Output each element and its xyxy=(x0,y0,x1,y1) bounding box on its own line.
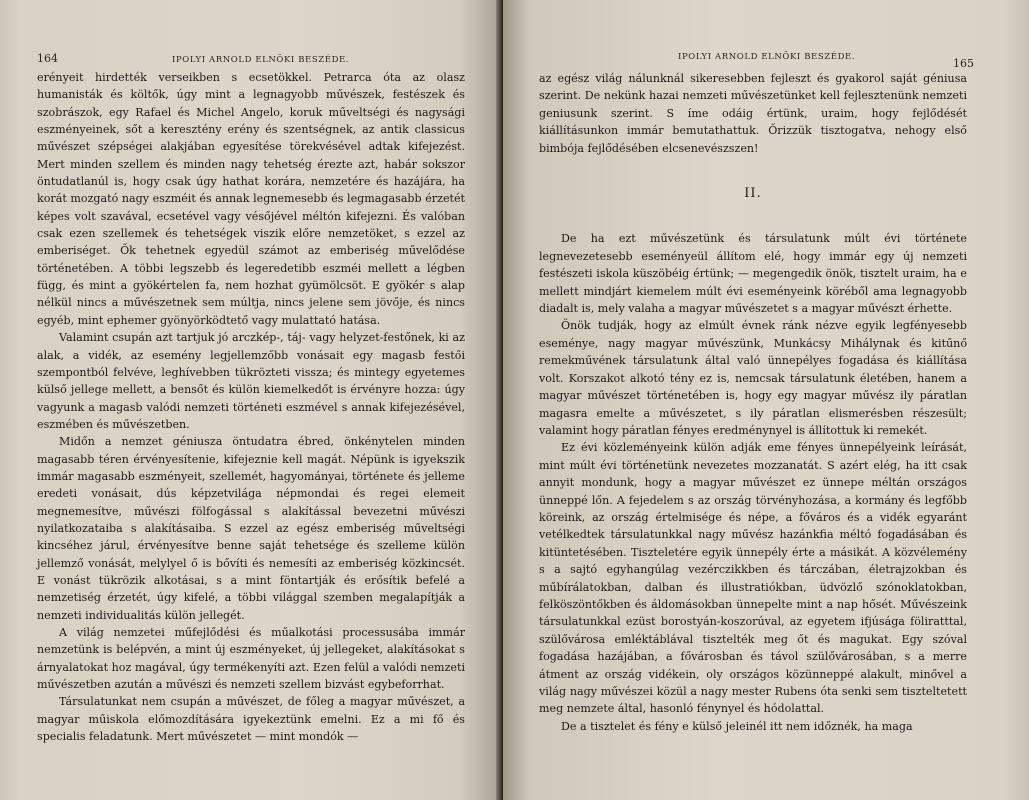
paragraph: Midőn a nemzet géniusza öntudatra ébred, önkénytelen minden magasabb téren érvényesítenie, kifejeznie kell magát. Népünk is igyekszik immár magasabb eszményeit, szellemét, hagyományai, története és jelleme eredeti vonásait, dús képzetvilága népmondai és regei elemeit megnemesítve, művészi fölfogással s alakítással bevezetni művészi nyilatkozataiba s alakításaiba. S ezzel az egész emberiség műveltségi kincséhez járul, érvényesítve benne saját tehetsége és szelleme külön jellemző vonását, melylyel ő is bővíti és nemesíti az emberiség közkincsét. E vonást tükrözik alkotásai, s a mint föntartják és erősítik befelé a nemzetiség érzetét, úgy kifelé, a többi világgal szemben megalapítják a nemzeti individualitás külön jellegét. xyxy=(37,435,465,622)
paragraph: erényeit hirdették verseikben s ecsetökkel. Petrarca óta az olasz humanisták és költők, úgy mint a legnagyobb művészek, festészek és szobrászok, egy Rafael és Michel Angelo, koruk műveltségi és nagysági eszményeinek, sőt a keresztény erény és szentségnek, az antik classicus művészet szépségei alakjában egyesítése törekvésével adtak kifejezést. Mert minden szellem és minden nagy tehetség érezte azt, habár sokszor öntudatlanúl is, hogy csak úgy hathat korára, nemzetére és hazájára, ha korát mozgató nagy eszméit és annak legnemesebb és legmagasabb érzetét képes volt szavával, ecsetével vagy vésőjével méltón kifejezni. És valóban csak ezen szellemek és tehetségek viszik előre nemzetöket, s ezzel az emberiséget. Ők tehetnek egyedül számot az emberiség művelődése történetében. A többi legszebb és legeredetibb eszméi mellett a légben függ, és mint a gyökértelen fa, nem hozhat gyümölcsöt. E gyökér s alap nélkül nincs a művészetnek sem múltja, nincs jelene sem jövője, és nincs egyéb, mint ephemer gyönyörködtető vagy mulattató hatása. xyxy=(37,71,465,327)
right-page xyxy=(503,0,1029,800)
left-page xyxy=(0,0,500,800)
paragraph: De a tisztelet és fény e külső jeleinél itt nem időznék, ha maga xyxy=(561,719,913,733)
right-running-head: IPOLYI ARNOLD ELNÖKI BESZÉDE. xyxy=(678,52,856,62)
paragraph: A világ nemzetei műfejlődési és műalkotási processusába immár nemzetünk is belépvén, a mint új eszményeket, új jellegeket, alakításokat s árnyalatokat hoz magával, úgy termékenyíti azt. Ezen felül a valódi nemzeti művészetben azután a művészi és nemzeti szellem bizvást egybeforrhat. xyxy=(37,626,465,692)
right-page-text xyxy=(539,70,967,735)
paragraph: Ez évi közleményeink külön adják eme fényes ünnepélyeink leírását, mint múlt évi történetünk nevezetes mozzanatát. S azért elég, ha itt csak annyit mondunk, hogy a magyar művészet ez ünnepe méltán országos ünneppé lőn. A fejedelem s az ország törvényhozása, a kormány és legfőbb köreink, az ország értelmisége és népe, a főváros és a vidék egyaránt vetélkedtek társulatunkkal nagy művész hazánkfia méltó fogadásában és kitüntetésében. Tiszteletére egyik ünnepély érte a másikát. A közvélemény s a sajtó egyhangúlag vezérczikkben és tárczában, életrajzokban és műbírálatokban, dalban és illustratiókban, üdvözlő szónoklatokban, felköszöntőkben és áldomásokban ünnepelte mint a nap hősét. Művészeink társulatunkkal ezüst borostyán-koszorúval, az egyetem ifjúsága föliratttal, szülővárosa emléktáblával tisztelték meg őt és magukat. Egy szóval fogadása hazájában, a fővárosban és távol szülővárosában, s a merre átment az ország vidékein, oly országos közünneppé alakult, minővel a világ nagy művészei közül a nagy mester Rubens óta senki sem tiszteltetett meg nemzete által, hasonló fénynyel és hódolattal. xyxy=(539,441,967,716)
left-page-number: 164 xyxy=(37,52,58,65)
paragraph: Önök tudják, hogy az elmúlt évnek ránk nézve egyik legfényesebb eseménye, nagy magyar művészünk, Munkácsy Mihálynak és kitűnő remekművének társulatunk által való ünnepélyes fogadása és kiállítása volt. Korszakot alkotó tény ez is, nemcsak társulatunk életében, hanem a magyar művészet történetében is, hogy egy magyar művész ily páratlan magasra emelte a művészetet, s ily páratlan elismerésben részesült; valamint hogy páratlan fényes eredménynyel is állítottuk ki remekét. xyxy=(539,319,967,437)
paragraph: az egész világ nálunknál sikeresebben fejleszt és gyakorol saját géniusa szerint. De nekünk hazai nemzeti művészetünket kell fejlesztenünk nemzeti geniusunk szerint. S íme odáig értünk, uraim, hogy fejlődését kiállításunkon immár bemutathattuk. Őrizzük tisztogatva, nehogy első bimbója fejlődésében elcsenevészszen! xyxy=(539,72,967,155)
right-page-number: 165 xyxy=(953,57,974,70)
paragraph: Társulatunkat nem csupán a művészet, de főleg a magyar művészet, a magyar műiskola előmozdítására igyekeztünk emelni. Ez a mi fő és specialis feladatunk. Mert művészetet — mint mondók — xyxy=(37,695,465,744)
left-page-text xyxy=(37,69,465,745)
paragraph: Valamint csupán azt tartjuk jó arczkép-, táj- vagy helyzet-festőnek, ki az alak, a vidék, az esemény legjellemzőbb vonásait egy magasb festői szempontból felvéve, leghívebben tükrözteti vissza; és mintegy egyetemes külső jellege mellett, a bensőt és külön kiemelkedőt is érvényre hozza: úgy vagyunk a magasb valódi nemzeti történeti eszmével s annak kifejezésével, eszmében és művészetben. xyxy=(37,331,465,431)
section-heading: II. xyxy=(744,186,762,202)
paragraph: De ha ezt művészetünk és társulatunk múlt évi története legnevezetesebb eseményeül állítom elé, hogy immár egy új nemzeti festészeti iskola küszöbéig értünk; — megengedik önök, tisztelt uraim, ha e mellett mindjárt kiemelem múlt évi eseményeink köréből ama legnagyobb diadalt is, mely valaha a magyar művészetet s a magyar művészt érhette. xyxy=(539,232,967,316)
left-running-head: IPOLYI ARNOLD ELNÖKI BESZÉDE. xyxy=(172,55,350,65)
